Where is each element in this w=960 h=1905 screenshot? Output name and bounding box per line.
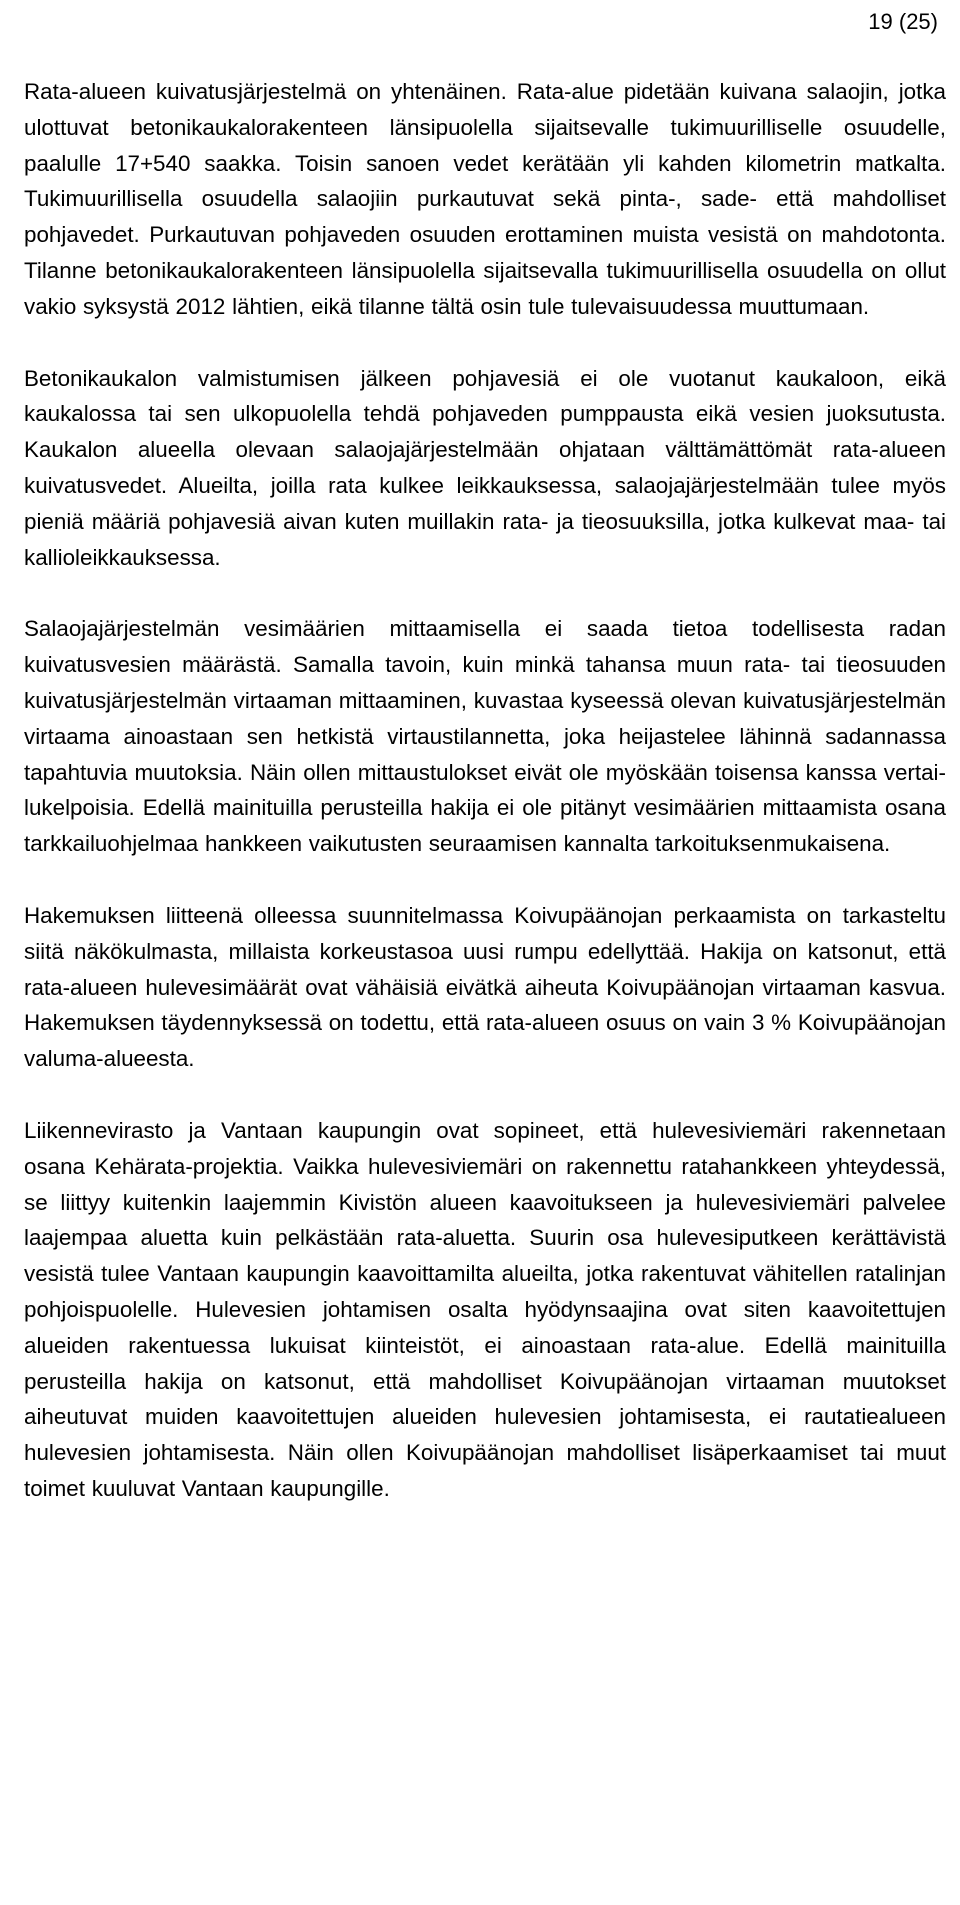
paragraph-koivupaanoja-ditch: Hakemuksen liitteenä olleessa suunnitelmassa Koivupäänojan perkaamista on tarkasteltu siitä näkökulmasta, millaista korkeustasoa uusi rumpu edellyttää. Hakija on katsonut, että rata-alueen hulevesimäärät ovat vähäisiä eivätkä aiheuta Koivupäänojan virtaaman kasvua. Hakemuksen täydennyksessä on todettu, että rata-alueen osuus on vain 3 % Koivupäänojan valuma-alueesta. [24,902,946,1072]
document-body [24,74,946,1507]
paragraph-drainage-system: Rata-alueen kuivatusjärjestelmä on yhtenäinen. Rata-alue pidetään kuivana salaojin, jotka ulottuvat betonikaukalorakenteen länsipuolella sijaitsevalle tukimuurilliselle osuudelle, paalulle 17+540 saakka. Toisin sanoen vedet kerätään yli kahden kilometrin matkalta. Tukimuurillisella osuudella salaojiin purkautuvat sekä pinta-, sade- että mahdolliset pohjavedet. Purkautuvan pohjaveden osuuden erottaminen muista vesistä on mahdotonta. Tilanne betonikaukalorakenteen länsipuolella sijaitsevalla tukimuurillisella osuudella on ollut vakio syksystä 2012 lähtien, eikä tilanne tältä osin tule tulevaisuudessa muuttumaan. [24,79,946,319]
paragraph-water-measurement: Salaojajärjestelmän vesimäärien mittaamisella ei saada tietoa todellisesta radan kuivatusvesien määrästä. Samalla tavoin, kuin minkä tahansa muun rata- tai tieosuuden kuivatusjärjestelmän virtaaman mittaaminen, kuvastaa kyseessä olevan kuivatusjärjestelmän virtaama ainoastaan sen hetkistä virtaustilannetta, joka heijastelee lähinnä sadannassa tapahtuvia muutoksia. Näin ollen mittaustulokset eivät ole myöskään toisensa kanssa vertailukelpoisia. Edellä mainituilla perusteilla hakija ei ole pitänyt vesimäärien mittaamista osana tarkkailuohjelmaa hankkeen vaikutusten seuraamisen kannalta tarkoituksenmukaisena. [24,616,946,857]
paragraph-stormwater-sewer: Liikennevirasto ja Vantaan kaupungin ovat sopineet, että hulevesiviemäri rakennetaan osana Kehärata-projektia. Vaikka hulevesiviemäri on rakennettu ratahankkeen yhteydessä, se liittyy kuitenkin laajemmin Kivistön alueen kaavoitukseen ja hulevesiviemäri palvelee laajempaa aluetta kuin pelkästään rata-aluetta. Suurin osa hulevesiputkeen kerättävistä vesistä tulee Vantaan kaupungin kaavoittamilta alueilta, jotka rakentuvat vähitellen ratalinjan pohjoispuolelle. Hulevesien johtamisen osalta hyödynsaajina ovat siten kaavoitettujen alueiden rakentuessa lukuisat kiinteistöt, ei ainoastaan rata-alue. Edellä mainituilla perusteilla hakija on katsonut, että mahdolliset Koivupäänojan virtaaman muutokset aiheutuvat muiden kaavoitettujen alueiden hulevesien johtamisesta, ei rautatiealueen hulevesien johtamisesta. Näin ollen Koivupäänojan mahdolliset lisäperkaamiset tai muut toimet kuuluvat Vantaan kaupungille. [24,1117,946,1501]
page-number: 19 (25) [868,9,938,34]
paragraph-concrete-trough: Betonikaukalon valmistumisen jälkeen pohjavesiä ei ole vuotanut kaukaloon, eikä kaukalossa tai sen ulkopuolella tehdä pohjaveden pumppausta eikä vesien juoksutusta. Kaukalon alueella olevaan salaojajärjestelmään ohjataan välttämättömät rata-alueen kuivatusvedet. Alueilta, joilla rata kulkee leikkauksessa, salaojajärjestelmään tulee myös pieniä määriä pohjavesiä aivan kuten muillakin rata- ja tieosuuksilla, jotka kulkevat maa- tai kallioleikkauksessa. [24,365,946,570]
